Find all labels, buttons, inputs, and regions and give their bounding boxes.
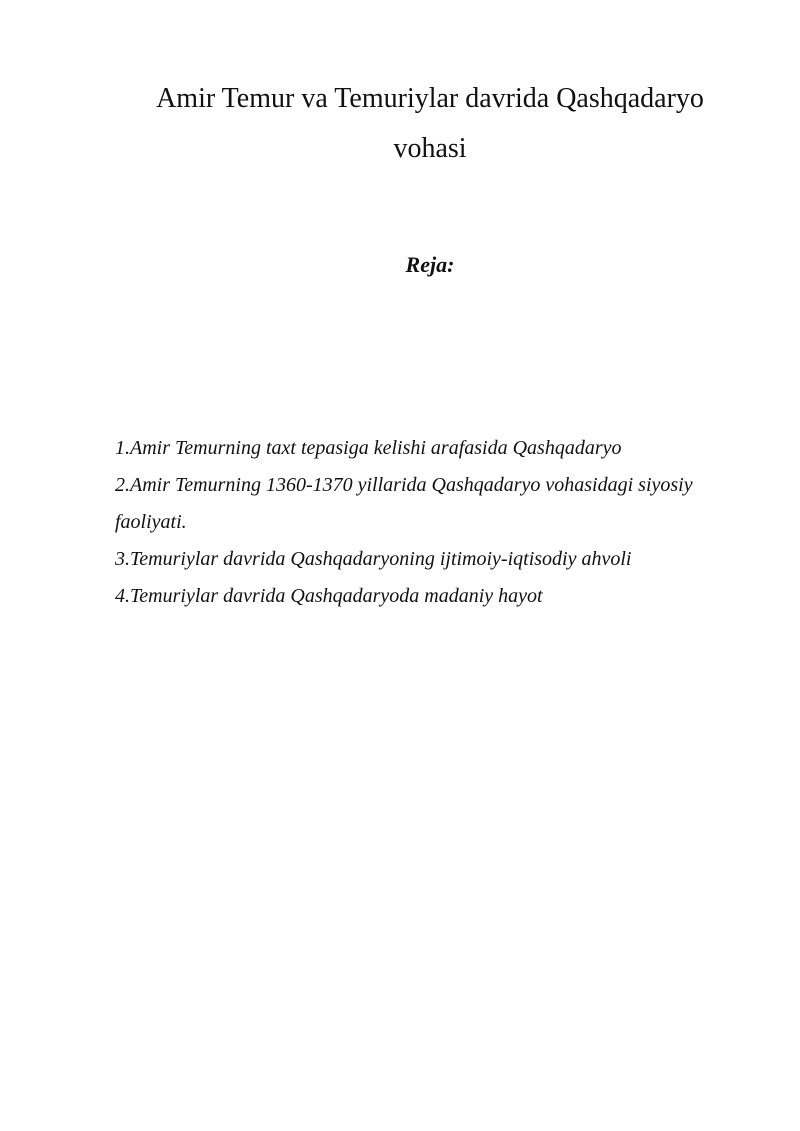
document-title <box>110 74 750 174</box>
plan-item-2: 2.Amir Temurning 1360-1370 yillarida Qashqadaryo vohasidagi siyosiy faoliyati. <box>115 474 693 533</box>
plan-list <box>115 430 755 615</box>
plan-item-1: 1.Amir Temurning taxt tepasiga kelishi arafasida Qashqadaryo <box>115 437 622 459</box>
title-line-1: Amir Temur va Temuriylar davrida Qashqadaryo <box>156 83 704 114</box>
plan-item-3: 3.Temuriylar davrida Qashqadaryoning ijtimoiy-iqtisodiy ahvoli <box>115 548 632 570</box>
plan-item-4: 4.Temuriylar davrida Qashqadaryoda madaniy hayot <box>115 585 543 607</box>
title-line-2: vohasi <box>393 133 467 164</box>
plan-heading: Reja: <box>405 252 455 277</box>
